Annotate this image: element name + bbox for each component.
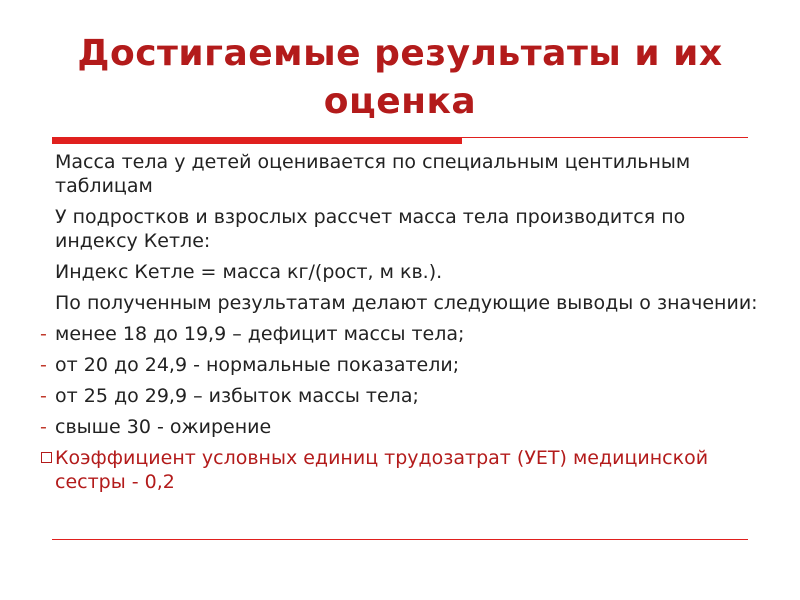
list-item xyxy=(40,415,760,439)
paragraph-conclusions: По полученным результатам делают следующие выводы о значении: xyxy=(55,292,758,314)
paragraph-centile: Масса тела у детей оценивается по специальным центильным таблицам xyxy=(55,151,691,197)
dash-marker: - xyxy=(40,354,47,376)
square-bullet-icon xyxy=(41,452,52,463)
dash-marker: - xyxy=(40,323,47,345)
paragraph-quetelet-intro: У подростков и взрослых рассчет масса тела производится по индексу Кетле: xyxy=(55,206,686,252)
list-item xyxy=(40,384,760,408)
list-item-text: менее 18 до 19,9 – дефицит массы тела; xyxy=(55,323,465,345)
list-item xyxy=(40,322,760,346)
accent-bar xyxy=(52,137,462,144)
highlight-text: Коэффициент условных единиц трудозатрат (УЕТ) медицинской сестры - 0,2 xyxy=(55,447,709,493)
slide-body xyxy=(40,150,760,494)
dash-marker: - xyxy=(40,416,47,438)
list-item-text: от 20 до 24,9 - нормальные показатели; xyxy=(55,354,460,376)
divider-bottom xyxy=(52,539,748,540)
paragraph-quetelet-formula: Индекс Кетле = масса кг/(рост, м кв.). xyxy=(55,261,443,283)
dash-marker: - xyxy=(40,385,47,407)
list-item-text: свыше 30 - ожирение xyxy=(55,416,272,438)
list-item-text: от 25 до 29,9 – избыток массы тела; xyxy=(55,385,419,407)
slide-title: Достигаемые результаты и их оценка xyxy=(77,33,723,122)
list-item xyxy=(40,353,760,377)
highlight-bullet xyxy=(40,446,760,494)
